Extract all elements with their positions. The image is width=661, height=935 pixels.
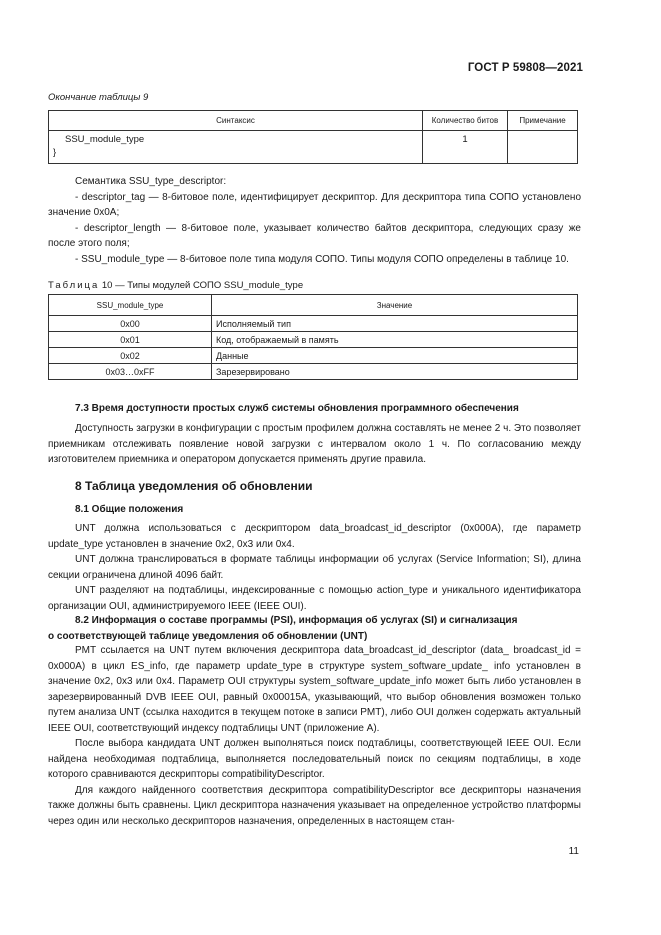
standard-header: ГОСТ Р 59808—2021 <box>467 62 583 74</box>
table-row <box>49 332 578 348</box>
table10-header-row <box>49 295 578 316</box>
section-7-3-text <box>48 421 581 468</box>
table9-syntax-line: SSU_module_type <box>65 134 145 145</box>
section-8-2-heading <box>48 613 581 644</box>
table9-header-syntax: Синтаксис <box>49 111 423 131</box>
semantics-title: Семантика SSU_type_descriptor: <box>75 176 227 187</box>
table10-value-cell: Зарезервировано <box>212 364 578 380</box>
semantics-item-descriptor-tag: - descriptor_tag — 8-битовое поле, идентифицирует дескриптор. Для дескриптора типа СОПО установлено значение 0x0A; <box>48 191 581 218</box>
table10-code-cell: 0x02 <box>49 348 212 364</box>
table10-value-cell: Данные <box>212 348 578 364</box>
table10-header-value: Значение <box>212 295 578 316</box>
table9-header-bits: Количество битов <box>423 111 508 131</box>
section-7-3-paragraph: Доступность загрузки в конфигурации с простым профилем должна составлять не менее 2 ч. Это позволяет приемникам отслеживать появление новой загрузки с интервалом около 1 ч. По согласованию между изготовителем приемника и оператором допускается применять другие правила. <box>48 423 581 465</box>
table-row <box>49 348 578 364</box>
table10-caption-word: Таблица <box>48 280 100 291</box>
section-8-1-paragraph-2: UNT должна транслироваться в формате таблицы информации об услугах (Service Information; SI), длина секции ограничена длиной 4096 байт. <box>48 554 581 581</box>
table10-code-cell: 0x00 <box>49 316 212 332</box>
semantics-item-module-type: - SSU_module_type — 8-битовое поле типа модуля СОПО. Типы модуля СОПО определены в таблице 10. <box>75 253 569 265</box>
table10-value-cell: Код, отображаемый в память <box>212 332 578 348</box>
section-8-1-paragraph-1: UNT должна использоваться с дескриптором data_broadcast_id_descriptor (0x000A), где параметр update_type установлен в значение 0x2, 0x3 или 0x4. <box>48 523 581 550</box>
section-8-1-text <box>48 521 581 614</box>
table9-note-cell <box>508 131 578 164</box>
table10-header-code: SSU_module_type <box>49 295 212 316</box>
section-8-1-paragraph-3: UNT разделяют на подтаблицы, индексированные с помощью action_type и уникального идентификатора организации OUI, администрируемого IEEE (IEEE OUI). <box>48 585 581 612</box>
page-number: 11 <box>568 846 579 857</box>
section-8-2-paragraph-1: PMT ссылается на UNT путем включения дескриптора data_broadcast_id_descriptor (data_ broadcast_id = 0x000A) в цикл ES_info, где параметр update_type в структуре system_software_update_ info установлен в значение 0x2, 0x3 или 0x4. Параметр OUI структуры system_software_update_info может быть либо установлен в зарезервированный DVB IEEE OUI, равный 0x00015A, указывающий, что выбор обновления возможен только путем анализа UNT (ссылка находится в текущем потоке в записи PMT), либо OUI должен содержать актуальный IEEE OUI, соответствующий индексу подтаблицы UNT (приложение А). <box>48 645 581 734</box>
section-7-3-heading: 7.3 Время доступности простых служб системы обновления программного обеспечения <box>75 403 519 414</box>
table-row <box>49 131 578 164</box>
section-8-2-paragraph-3: Для каждого найденного соответствия дескриптора compatibilityDescriptor все дескрипторы назначения также должны быть сравнены. Цикл дескриптора назначения указывает на определенное устройство платформы через один или несколько дескрипторов назначения, определенных в настоящем стан- <box>48 784 581 827</box>
table9-header-row <box>49 111 578 131</box>
section-8-2-heading-line-2: о соответствующей таблице уведомления об обновлении (UNT) <box>48 630 368 642</box>
table10 <box>48 294 578 380</box>
table10-caption <box>48 280 303 291</box>
section-8-1-heading: 8.1 Общие положения <box>75 504 184 515</box>
section-8-2-heading-line-1: 8.2 Информация о составе программы (PSI), информация об услугах (SI) и сигнализация <box>75 615 518 626</box>
table-row <box>49 316 578 332</box>
table9-caption: Окончание таблицы 9 <box>48 92 149 103</box>
table9-header-note: Примечание <box>508 111 578 131</box>
table10-code-cell: 0x03…0xFF <box>49 364 212 380</box>
section-8-2-paragraph-2: После выбора кандидата UNT должен выполняться поиск подтаблицы, соответствующей IEEE OUI. Если найдена необходимая подтаблица, выполняется последовательный поиск по секциям подтаблицы, в ходе которого сравниваются дескрипторы compatibilityDescriptor. <box>48 738 581 780</box>
table9-syntax-cell <box>49 131 423 164</box>
table10-caption-rest: 10 — Типы модулей СОПО SSU_module_type <box>99 280 304 291</box>
semantics-item-descriptor-length: - descriptor_length — 8-битовое поле, указывает количество байтов дескриптора, следующих сразу же после этого поля; <box>48 222 581 249</box>
table9-bits-cell: 1 <box>423 131 508 164</box>
section-8-2-text <box>48 643 581 829</box>
table9-closing-brace: } <box>53 147 57 158</box>
table10-value-cell: Исполняемый тип <box>212 316 578 332</box>
semantics-block <box>48 174 581 267</box>
table9 <box>48 110 578 164</box>
table-row <box>49 364 578 380</box>
table10-code-cell: 0x01 <box>49 332 212 348</box>
section-8-heading: 8 Таблица уведомления об обновлении <box>75 479 313 493</box>
